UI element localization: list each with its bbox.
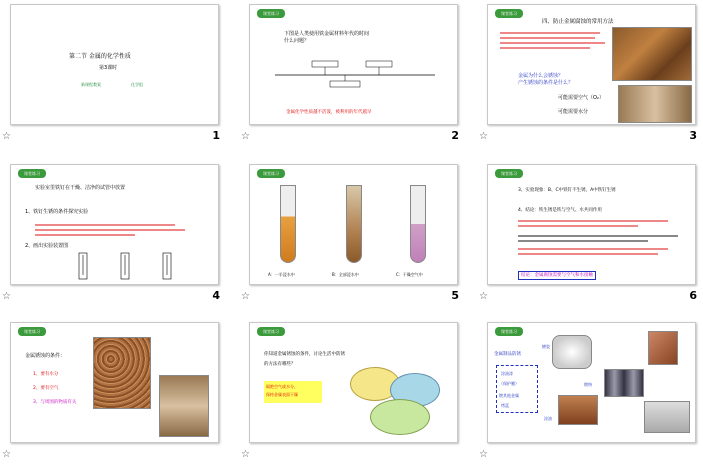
slide-8[interactable] [249, 322, 458, 443]
condition-text: 可能需要空气（O₂） [558, 95, 604, 101]
condition-item: 1、要有水分 [33, 372, 59, 377]
slide-thumbnail-4[interactable] [0, 160, 226, 308]
slide-text: 下图是人类使用铁金属材料年代的时间 [284, 31, 370, 37]
condition-item: 3、与周围的物质有关 [33, 400, 77, 405]
slide-number: 6 [689, 289, 697, 302]
condition-text: 可能需要水分 [558, 109, 589, 115]
product-label: 涂油 [544, 416, 552, 421]
condition-item: 2、要有空气 [33, 386, 59, 391]
tube-caption: A：一半浸水中 [268, 272, 295, 277]
slide-star-icon[interactable]: ☆ [241, 131, 250, 142]
lesson-badge: 课堂练习 [18, 169, 46, 178]
slide-author: 新课程教案 [81, 82, 101, 87]
rusty-metal-image [612, 27, 692, 81]
product-label: 搪瓷 [542, 344, 550, 349]
slide-text: 什么问题？ [284, 38, 310, 44]
slide-number: 3 [689, 129, 697, 142]
slide-5[interactable] [249, 164, 458, 285]
slide-thumbnail-1[interactable] [0, 0, 226, 148]
lesson-badge: 课堂练习 [257, 169, 285, 178]
slide-2[interactable] [249, 4, 458, 125]
tube-caption: C：干燥空气中 [396, 272, 423, 277]
slide-4[interactable] [10, 164, 219, 285]
tube-caption: B：全部浸水中 [332, 272, 359, 277]
slide-heading: 金属制品防锈 [494, 352, 521, 357]
slide-9[interactable] [487, 322, 696, 443]
car-image [644, 401, 690, 433]
test-tube-a [280, 185, 296, 263]
rusty-bolt-image [618, 85, 692, 123]
slide-1[interactable] [10, 4, 219, 125]
red-text-block [35, 221, 185, 239]
slide-title: 第二节 金属的化学性质 [69, 53, 131, 60]
slide-thumbnail-9[interactable] [477, 318, 703, 466]
slide-text: 1、铁钉生锈的条件探究实验 [25, 209, 89, 215]
slide-star-icon[interactable]: ☆ [2, 131, 11, 142]
slide-text: 你知道金属锈蚀的条件，讨论生活中防锈 [264, 352, 345, 357]
slide-text: 4、结论：铁生锈是铁与空气、水共同作用 [518, 208, 602, 213]
red-text-block [518, 217, 678, 258]
lesson-badge: 课堂练习 [495, 9, 523, 18]
red-text-block [500, 29, 610, 67]
pot-image [552, 335, 592, 369]
slide-star-icon[interactable]: ☆ [479, 131, 488, 142]
pipes-image [558, 395, 598, 425]
slide-number: 4 [212, 289, 220, 302]
slide-star-icon[interactable]: ☆ [479, 291, 488, 302]
slide-thumbnail-5[interactable] [239, 160, 465, 308]
slide-star-icon[interactable]: ☆ [241, 291, 250, 302]
slide-thumbnail-8[interactable] [239, 318, 465, 466]
test-tube-diagram [71, 251, 181, 283]
slide-subtitle: 第3课时 [99, 65, 118, 71]
product-label: 镀铬 [584, 382, 592, 387]
lesson-badge: 课堂练习 [257, 9, 285, 18]
slide-star-icon[interactable]: ☆ [479, 449, 488, 460]
slide-text: 实验室里铁钉在干燥、洁净的试管中放置 [35, 185, 126, 191]
slide-author-2: 化学组 [131, 82, 143, 87]
slide-number: 5 [451, 289, 459, 302]
slide-heading: 金属锈蚀的条件： [25, 353, 66, 359]
timeline-diagram [270, 55, 440, 95]
slide-6[interactable] [487, 164, 696, 285]
slide-star-icon[interactable]: ☆ [2, 291, 11, 302]
slide-conclusion: 金属化学性质越不活泼，被利用的年代越早 [286, 110, 372, 115]
slide-number: 2 [451, 129, 459, 142]
question-text: 金属为什么会锈蚀？ [518, 73, 564, 79]
slide-heading: 四、防止金属腐蚀的常用方法 [542, 19, 614, 25]
lesson-badge: 课堂练习 [495, 327, 523, 336]
test-tube-b [346, 185, 362, 263]
slide-star-icon[interactable]: ☆ [241, 449, 250, 460]
slide-number: 1 [212, 129, 220, 142]
lesson-badge: 课堂练习 [18, 327, 46, 336]
slide-text: 2、画出实验装置图 [25, 243, 69, 249]
lesson-badge: 课堂练习 [495, 169, 523, 178]
slide-thumbnail-2[interactable] [239, 0, 465, 148]
slide-text: 的方法有哪些？ [264, 362, 296, 367]
slide-thumbnail-7[interactable] [0, 318, 226, 466]
metal-roll-image [604, 369, 644, 397]
slide-thumbnail-6[interactable] [477, 160, 703, 308]
answer-box: 隔绝空气或水分， 保持金属表面干燥 [264, 381, 322, 403]
slide-7[interactable] [10, 322, 219, 443]
rust-texture-image [93, 337, 151, 409]
method-box: 涂油漆 （保护膜） 镀其他金属 烤蓝 [496, 365, 538, 413]
lesson-badge: 课堂练习 [257, 327, 285, 336]
rusty-bolt-image [159, 375, 209, 437]
test-tube-c [410, 185, 426, 263]
slide-thumbnail-3[interactable] [477, 0, 703, 148]
fence-image [648, 331, 678, 365]
slide-text: 3、实验现象：B、C中铁钉不生锈，A中铁钉生锈 [518, 188, 616, 193]
cartoon-bubble [370, 399, 430, 435]
conclusion-box: 结论：金属腐蚀需要与空气和水接触 [518, 271, 596, 280]
question-text: 产生锈蚀的条件是什么？ [518, 80, 574, 86]
slide-3[interactable] [487, 4, 696, 125]
slide-star-icon[interactable]: ☆ [2, 449, 11, 460]
